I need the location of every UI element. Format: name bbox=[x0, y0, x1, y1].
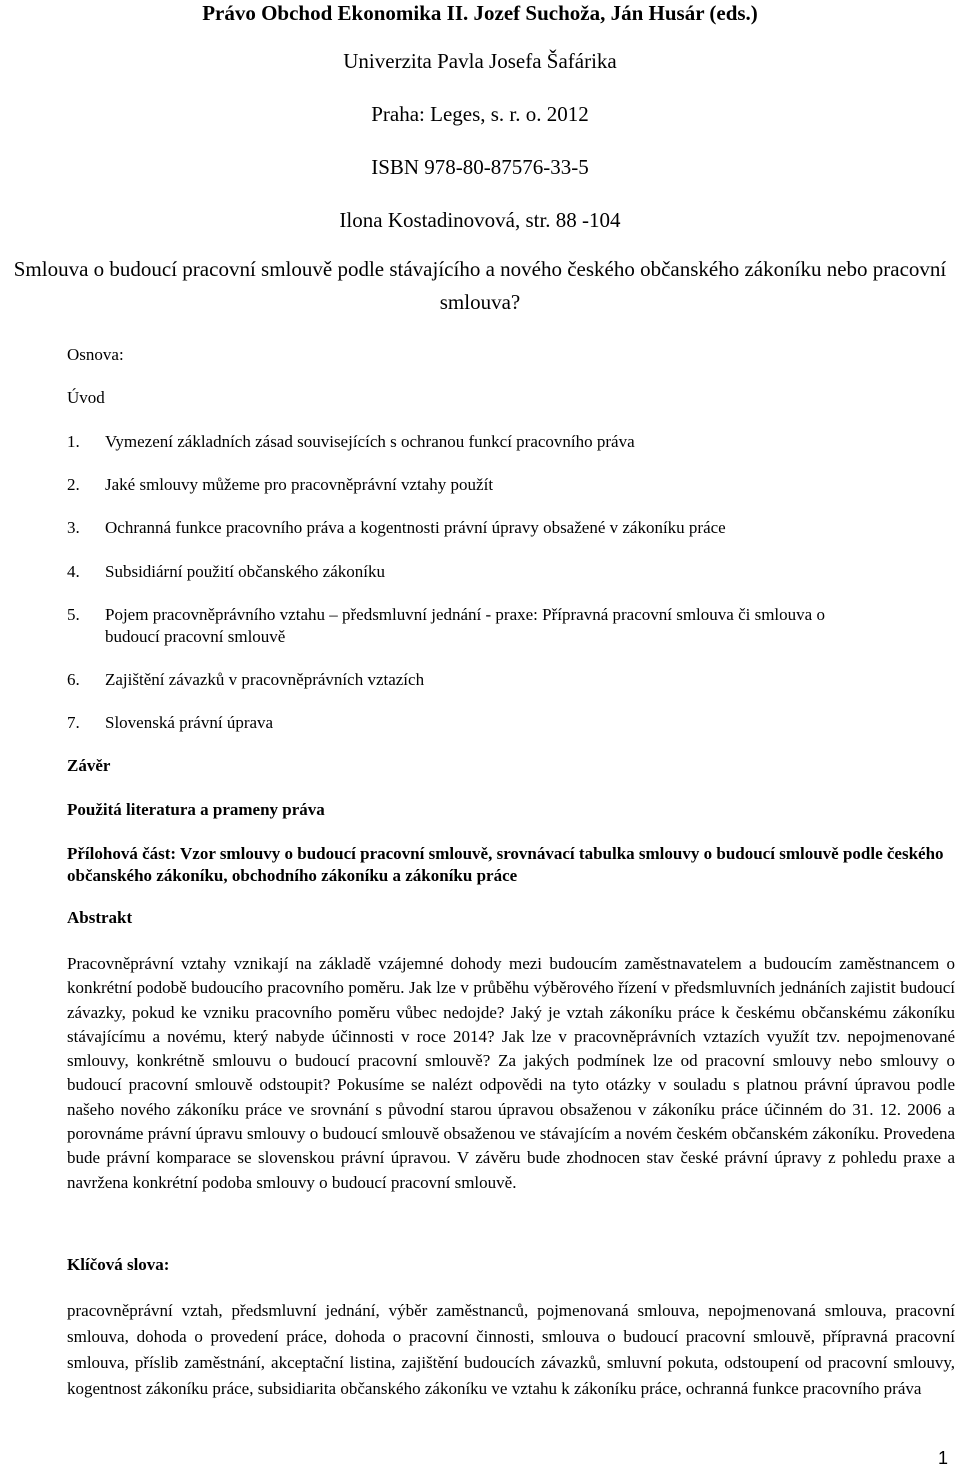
outline-item-text: Pojem pracovněprávního vztahu – předsmluvní jednání - praxe: Přípravná pracovní smlouva či smlouva o budoucí pracovní smlouvě bbox=[105, 605, 825, 646]
outline-item-4 bbox=[67, 561, 907, 583]
header-publisher: Praha: Leges, s. r. o. 2012 bbox=[371, 102, 589, 126]
header-university: Univerzita Pavla Josefa Šafárika bbox=[343, 49, 617, 73]
outline-item-number: 4. bbox=[67, 562, 80, 581]
paper-title: Smlouva o budoucí pracovní smlouvě podle stávajícího a nového českého občanského zákoníku nebo pracovní smlouva? bbox=[13, 257, 947, 314]
outline-label: Osnova: bbox=[67, 345, 124, 364]
page-number: 1 bbox=[937, 1448, 948, 1468]
outline-item-number: 7. bbox=[67, 713, 80, 732]
outline-conclusion: Závěr bbox=[67, 756, 111, 775]
header-book-title: Právo Obchod Ekonomika II. Jozef Suchoža, Ján Husár (eds.) bbox=[202, 1, 758, 25]
header-isbn: ISBN 978-80-87576-33-5 bbox=[371, 155, 589, 179]
outline-appendix: Přílohová část: Vzor smlouvy o budoucí pracovní smlouvě, srovnávací tabulka smlouvy o budoucí smlouvě podle českého občanského zákoníku, obchodního zákoníku a zákoníku práce bbox=[67, 844, 944, 885]
outline-item-2 bbox=[67, 474, 907, 496]
header-author-pages: Ilona Kostadinovová, str. 88 -104 bbox=[339, 208, 621, 232]
outline-item-text: Jaké smlouvy můžeme pro pracovněprávní vztahy použít bbox=[105, 475, 494, 494]
outline-item-text: Subsidiární použití občanského zákoníku bbox=[105, 562, 385, 581]
outline-item-number: 6. bbox=[67, 670, 80, 689]
outline-intro: Úvod bbox=[67, 388, 105, 407]
outline-item-7 bbox=[67, 712, 907, 734]
outline-item-3 bbox=[67, 517, 907, 539]
outline-item-text: Slovenská právní úprava bbox=[105, 713, 274, 732]
abstract-text: Pracovněprávní vztahy vznikají na základě vzájemné dohody mezi budoucím zaměstnavatelem a budoucím zaměstnancem o konkrétní podobě budoucího pracovního poměru. Jak lze v průběhu výběrového řízení v předsmluvních jednáních zajistit budoucí závazky, pokud ke vzniku pracovního poměru vůbec nedojde? Jaký je vztah zákoníku práce k českému občanskému zákoníku stávajícímu a novému, který nabyde účinnosti v roce 2014? Jak lze v pracovněprávních vztazích využít tzv. nepojmenované smlouvy, konkrétně smlouvu o budoucí pracovní smlouvě? Za jakých podmínek lze od pracovní smlouvy nebo smlouvy o budoucí pracovní smlouvě odstoupit? Pokusíme se nalézt odpovědi na tyto otázky v souladu s platnou právní úpravou podle našeho nového zákoníku práce ve srovnání s původní starou úpravou obsaženou v zákoníku práce účinném do 31. 12. 2006 a porovnáme právní úpravu smlouvy o budoucí smlouvě obsaženou ve stávajícím a novém českém občanském zákoníku. Provedena bude právní komparace se slovenskou právní úpravou. V závěru bude zhodnocen stav české právní úpravy z pohledu praxe a navržena konkrétní podoba smlouvy o budoucí pracovní smlouvě. bbox=[67, 954, 955, 1192]
keywords-heading: Klíčová slova: bbox=[67, 1255, 170, 1274]
outline-item-text: Ochranná funkce pracovního práva a kogentnosti právní úpravy obsažené v zákoníku práce bbox=[105, 518, 726, 537]
outline-literature: Použitá literatura a prameny práva bbox=[67, 800, 325, 819]
outline-item-text: Zajištění závazků v pracovněprávních vztazích bbox=[105, 670, 425, 689]
outline-item-6 bbox=[67, 669, 907, 691]
outline-item-5 bbox=[67, 604, 867, 648]
outline-item-text: Vymezení základních zásad souvisejících s ochranou funkcí pracovního práva bbox=[105, 432, 635, 451]
abstract-heading: Abstrakt bbox=[67, 908, 133, 927]
outline-item-number: 5. bbox=[67, 605, 80, 624]
outline-item-number: 2. bbox=[67, 475, 80, 494]
outline-item-number: 3. bbox=[67, 518, 80, 537]
outline-item-1 bbox=[67, 431, 907, 453]
outline-item-number: 1. bbox=[67, 432, 80, 451]
keywords-text: pracovněprávní vztah, předsmluvní jednání, výběr zaměstnanců, pojmenovaná smlouva, nepojmenovaná smlouva, pracovní smlouva, dohoda o provedení práce, dohoda o pracovní činnosti, smlouva o budoucí pracovní smlouvě, přípravná pracovní smlouva, příslib zaměstnání, akceptační listina, zajištění budoucích závazků, smluvní pokuta, odstoupení od pracovní smlouvy, kogentnost zákoníku práce, subsidiarita občanského zákoníku ve vztahu k zákoníku práce, ochranná funkce pracovního práva bbox=[67, 1301, 955, 1398]
